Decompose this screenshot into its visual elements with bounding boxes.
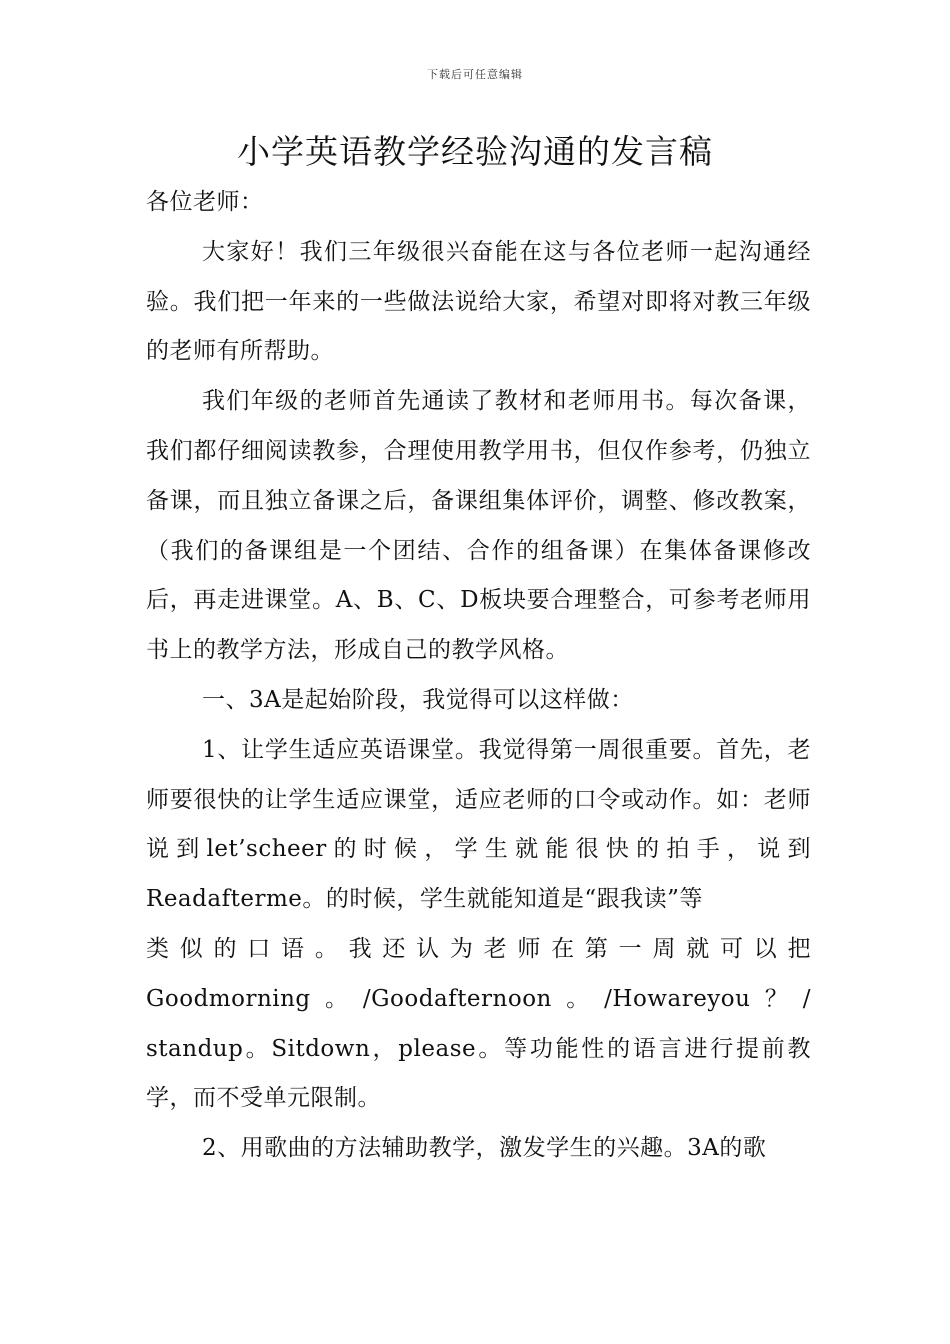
paragraph-point-1-c: Goodmorning。/Goodafternoon。/Howareyou？/ xyxy=(146,985,811,1012)
salutation: 各位老师： xyxy=(146,189,264,215)
paragraph-greeting: 大家好！我们三年级很兴奋能在这与各位老师一起沟通经验。我们把一年来的一些做法说给大家，希望对即将对教三年级的老师有所帮助。 xyxy=(146,238,811,365)
paragraph-point-1-a: 1、让学生适应英语课堂。我觉得第一周很重要。首先，老师要很快的让学生适应课堂，适应老师的口令或动作。如：老师说到let’scheer的时候，学生就能很快的拍手，说到Readafterme。的时候，学生就能知道是“跟我读”等 xyxy=(146,736,811,913)
paragraph-point-1-d: standup。Sitdown，please。等功能性的语言进行提前教学，而不受单元限制。 xyxy=(146,1035,811,1112)
document-body xyxy=(146,178,811,1174)
paragraph-point-2: 2、用歌曲的方法辅助教学，激发学生的兴趣。3A的歌 xyxy=(202,1135,767,1162)
header-note: 下载后可任意编辑 xyxy=(427,68,523,81)
paragraph-point-1-b: 类似的口语。我还认为老师在第一周就可以把 xyxy=(146,935,811,962)
document-title: 小学英语教学经验沟通的发言稿 xyxy=(237,132,713,171)
section-heading-3a: 一、3A是起始阶段，我觉得可以这样做： xyxy=(202,686,634,713)
paragraph-lesson-prep: 我们年级的老师首先通读了教材和老师用书。每次备课，我们都仔细阅读教参，合理使用教学用书，但仅作参考，仍独立备课，而且独立备课之后，备课组集体评价，调整、修改教案，（我们的备课组是一个团结、合作的组备课）在集体备课修改后，再走进课堂。A、B、C、D板块要合理整合，可参考老师用书上的教学方法，形成自己的教学风格。 xyxy=(146,388,811,664)
